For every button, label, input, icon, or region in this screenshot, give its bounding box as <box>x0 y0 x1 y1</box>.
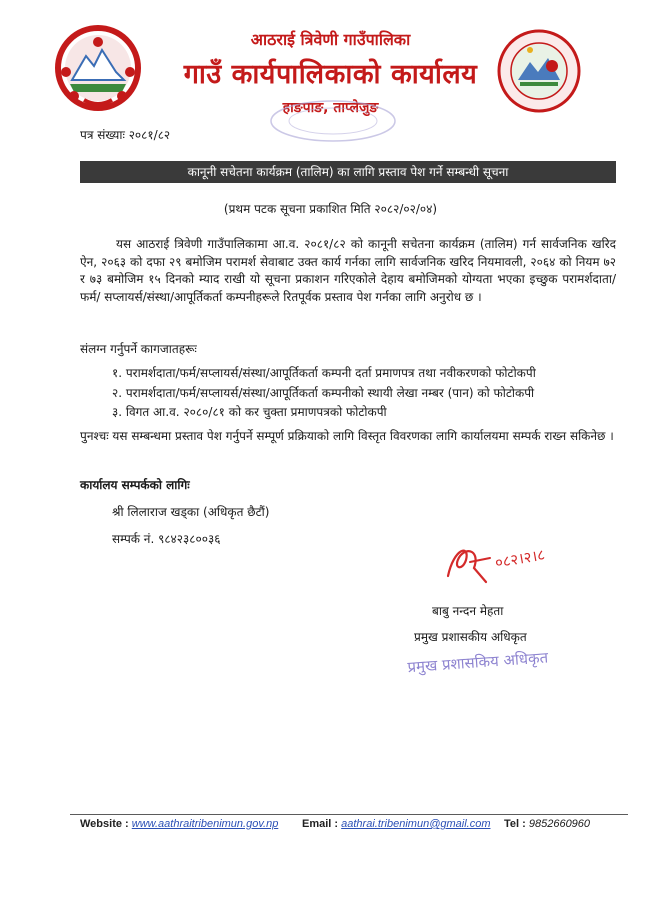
notice-title-banner: कानूनी सचेतना कार्यक्रम (तालिम) का लागि प्रस्ताव पेश गर्ने सम्बन्धी सूचना <box>80 161 616 183</box>
website-link[interactable]: www.aathraitribenimun.gov.np <box>131 818 279 830</box>
reference-number: पत्र संख्याः २०८१/८२ <box>80 128 171 142</box>
attachments-heading: संलग्न गर्नुपर्ने कागजातहरूः <box>80 342 197 356</box>
email-label: Email : <box>302 818 339 830</box>
faint-stamp-icon <box>258 96 408 146</box>
contact-heading: कार्यालय सम्पर्कको लागिः <box>80 478 190 492</box>
signatory-title: प्रमुख प्रशासकीय अधिकृत <box>414 630 527 644</box>
footer-divider <box>70 814 628 815</box>
contact-person: श्री लिलाराज खड्का (अधिकृत छैटौं) <box>112 505 270 519</box>
body-paragraph-main: यस आठराई त्रिवेणी गाउँपालिकामा आ.व. २०८१/८२ को कानूनी सचेतना कार्यक्रम (तालिम) गर्न सार्वजनिक खरिद ऐन, २०६३ को दफा २९ बमोजिम परामर्श सेवाबाट उक्त कार्य गर्नका लागि सार्वजनिक खरिद नियमावली, २०६४ को नियम ७२ र ७३ बमोजिम १५ दिनको म्याद राखी यो सूचना प्रकाशन गरिएकोले देहाय बमोजिमको योग्यता भएका इच्छुक परामर्शदाता/फर्म/ सप्लायर्स/संस्था/आपूर्तिकर्ता कम्पनीहरूले रितपूर्वक प्रस्ताव पेश गर्नका लागि अनुरोध छ । <box>80 237 616 304</box>
svg-text:०८२।२।८: ०८२।२।८ <box>493 545 547 572</box>
tel-number: 9852660960 <box>528 818 591 830</box>
attachment-item: १. परामर्शदाता/फर्म/सप्लायर्स/संस्था/आपूर्तिकर्ता कम्पनी दर्ता प्रमाणपत्र तथा नवीकरणको फोटोकपी <box>112 366 536 380</box>
website-label: Website : <box>80 818 129 830</box>
signatory-name: बाबु नन्दन मेहता <box>432 604 504 618</box>
municipality-name: आठराई त्रिवेणी गाउँपालिका <box>250 30 411 49</box>
handwritten-signature <box>440 538 580 588</box>
contact-phone: सम्पर्क नं. ९८४२३८००३६ <box>112 532 221 546</box>
email-link[interactable]: aathrai.tribenimun@gmail.com <box>341 818 491 830</box>
footer-website <box>80 818 278 830</box>
office-address: हाङपाङ, ताप्लेजुङ <box>282 100 379 116</box>
footer-email <box>302 818 490 830</box>
attachment-item: ३. विगत आ.व. २०८०/८१ को कर चुक्ता प्रमाणपत्रको फोटोकपी <box>112 405 387 419</box>
official-stamp: प्रमुख प्रशासकिय अधिकृत <box>406 648 549 677</box>
municipality-seal-icon <box>496 28 582 114</box>
publication-date-note: (प्रथम पटक सूचना प्रकाशित मिति २०८२/०२/०४) <box>223 202 438 216</box>
office-name: गाउँ कार्यपालिकाको कार्यालय <box>183 59 478 90</box>
attachment-item: २. परामर्शदाता/फर्म/सप्लायर्स/संस्था/आपूर्तिकर्ता कम्पनीको स्थायी लेखा नम्बर (पान) को फोटोकपी <box>112 385 535 400</box>
postscript-paragraph: पुनश्चः यस सम्बन्धमा प्रस्ताव पेश गर्नुपर्ने सम्पूर्ण प्रक्रियाको लागि विस्तृत विवरणका लागि कार्यालयमा सम्पर्क राख्न सकिनेछ । <box>80 429 614 443</box>
tel-label: Tel : <box>504 818 526 830</box>
attachments-list <box>112 364 536 423</box>
footer-telephone <box>504 818 590 830</box>
